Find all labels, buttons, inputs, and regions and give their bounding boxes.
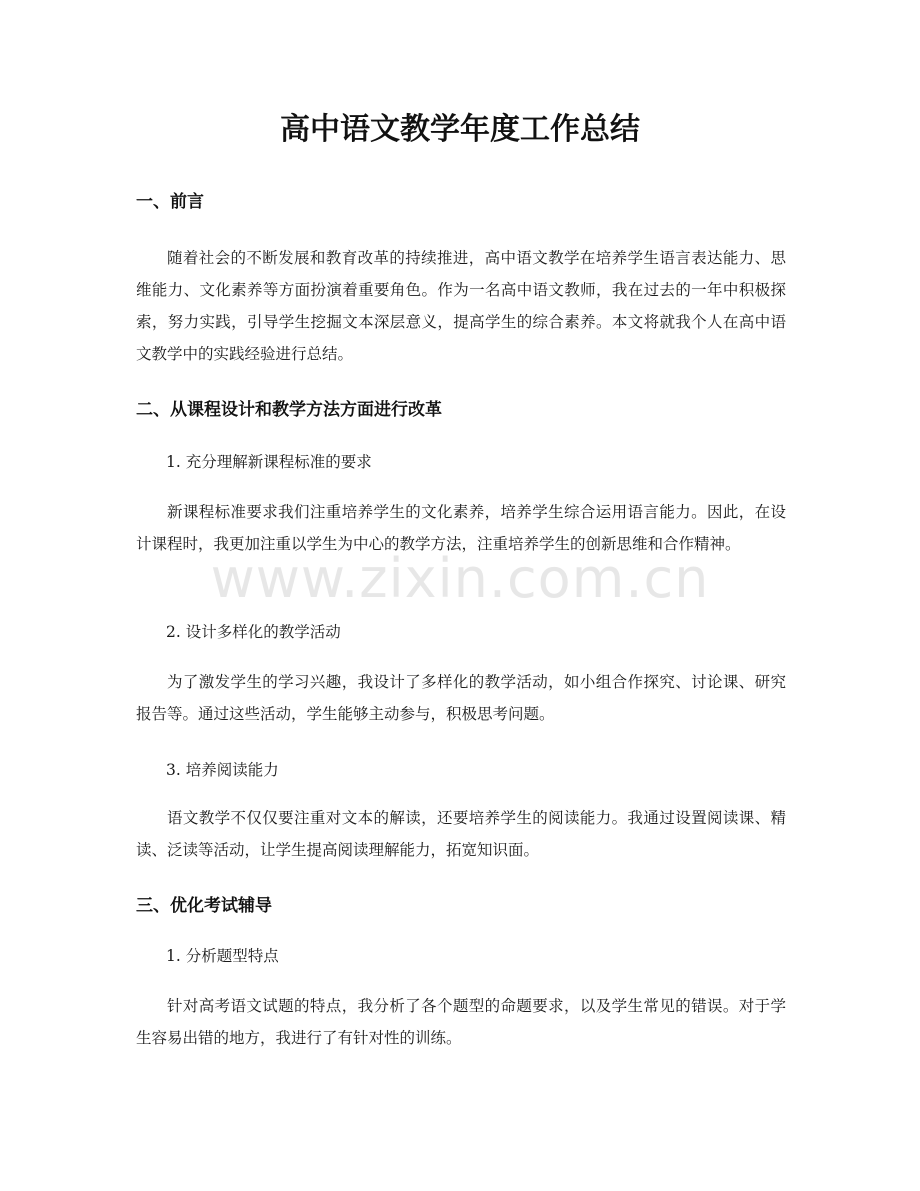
subsection-title-curriculum-standard: 1. 充分理解新课程标准的要求	[166, 453, 372, 471]
diverse-activities-paragraph: 为了激发学生的学习兴趣，我设计了多样化的教学活动，如小组合作探究、讨论课、研究报告等。通过这些活动，学生能够主动参与，积极思考问题。	[136, 673, 786, 723]
document-title: 高中语文教学年度工作总结	[280, 112, 640, 147]
preface-paragraph: 随着社会的不断发展和教育改革的持续推进，高中语文教学在培养学生语言表达能力、思维能力、文化素养等方面扮演着重要角色。作为一名高中语文教师，我在过去的一年中积极探索，努力实践，引导学生挖掘文本深层意义，提高学生的综合素养。本文将就我个人在高中语文教学中的实践经验进行总结。	[136, 249, 786, 363]
curriculum-standard-paragraph: 新课程标准要求我们注重培养学生的文化素养，培养学生综合运用语言能力。因此，在设计课程时，我更加注重以学生为中心的教学方法，注重培养学生的创新思维和合作精神。	[136, 503, 786, 553]
subsection-title-reading-ability: 3. 培养阅读能力	[166, 761, 279, 779]
subsection-title-question-types: 1. 分析题型特点	[166, 947, 279, 965]
watermark-text: www.zixin.com.cn	[210, 547, 710, 610]
subsection-title-diverse-activities: 2. 设计多样化的教学活动	[166, 623, 341, 641]
reading-ability-paragraph: 语文教学不仅仅要注重对文本的解读，还要培养学生的阅读能力。我通过设置阅读课、精读、泛读等活动，让学生提高阅读理解能力，拓宽知识面。	[136, 809, 786, 859]
section-heading-curriculum-reform: 二、从课程设计和教学方法方面进行改革	[136, 400, 442, 420]
question-types-paragraph: 针对高考语文试题的特点，我分析了各个题型的命题要求，以及学生常见的错误。对于学生容易出错的地方，我进行了有针对性的训练。	[136, 997, 786, 1047]
section-heading-exam-coaching: 三、优化考试辅导	[136, 896, 272, 916]
section-heading-preface: 一、前言	[136, 192, 204, 212]
